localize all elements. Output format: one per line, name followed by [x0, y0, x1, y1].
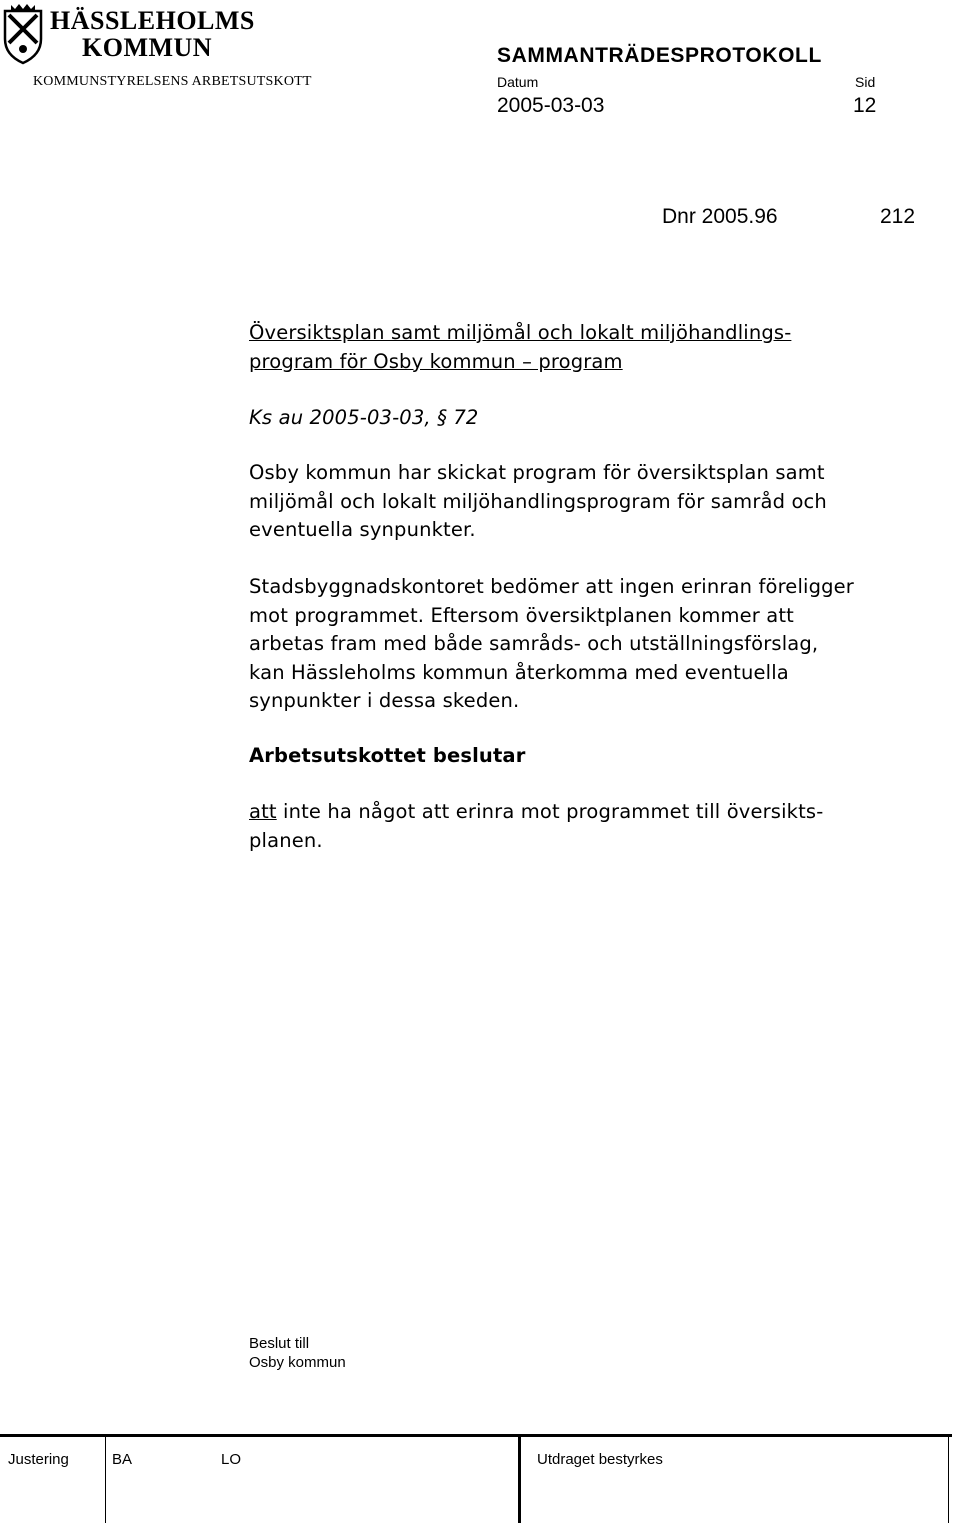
footer-divider [518, 1437, 521, 1523]
text-line [249, 798, 823, 827]
signatory-initials: BA [112, 1451, 133, 1468]
logo-name-line1: HÄSSLEHOLMS [50, 6, 255, 35]
text-line: Osby kommun har skickat program för översiktsplan samt [249, 461, 825, 484]
justering-label: Justering [8, 1451, 69, 1468]
footer-divider [0, 1434, 952, 1437]
distribution-label: Beslut till [249, 1335, 310, 1352]
page-number: 12 [853, 94, 877, 117]
text-line: eventuella synpunkter. [249, 518, 476, 541]
text-line: synpunkter i dessa skeden. [249, 689, 520, 712]
distribution-list [249, 1334, 346, 1372]
text-line: Stadsbyggnadskontoret bedömer att ingen erinran föreligger [249, 575, 854, 598]
footer-divider [105, 1437, 106, 1523]
text-line: miljömål och lokalt miljöhandlingsprogram för samråd och [249, 489, 827, 513]
decision-line1: inte ha något att erinra mot programmet till översikts- [276, 800, 824, 823]
meeting-date: 2005-03-03 [497, 94, 605, 117]
document-type: SAMMANTRÄDESPROTOKOLL [497, 44, 822, 67]
item-title-line: Översiktsplan samt miljömål och lokalt miljöhandlings- [249, 321, 792, 344]
signatory-initials: LO [221, 1451, 242, 1468]
assessment-paragraph [249, 573, 854, 716]
decision-keyword: att [249, 800, 277, 823]
background-paragraph [249, 459, 827, 545]
paragraph-number: 212 [880, 205, 916, 228]
item-title-line: program för Osby kommun – program [249, 349, 623, 373]
reference: Ks au 2005-03-03, § 72 [249, 406, 479, 429]
decision-heading: Arbetsutskottet beslutar [249, 744, 526, 767]
distribution-recipient: Osby kommun [249, 1354, 346, 1371]
certified-label: Utdraget bestyrkes [537, 1451, 663, 1468]
logo-name-line2: KOMMUN [82, 33, 213, 62]
text-line: mot programmet. Eftersom översiktplanen kommer att [249, 603, 794, 627]
municipality-crest-icon [3, 3, 43, 65]
page-label: Sid [855, 74, 876, 90]
decision-text [249, 798, 823, 855]
decision-line2: planen. [249, 828, 323, 852]
footer-divider [948, 1437, 949, 1523]
text-line: arbetas fram med både samråds- och utställningsförslag, [249, 632, 819, 655]
committee-name: KOMMUNSTYRELSENS ARBETSUTSKOTT [33, 74, 312, 89]
text-line: kan Hässleholms kommun återkomma med eventuella [249, 660, 789, 684]
registration-number: Dnr 2005.96 [662, 205, 778, 228]
date-label: Datum [497, 74, 539, 90]
item-title [249, 319, 791, 376]
